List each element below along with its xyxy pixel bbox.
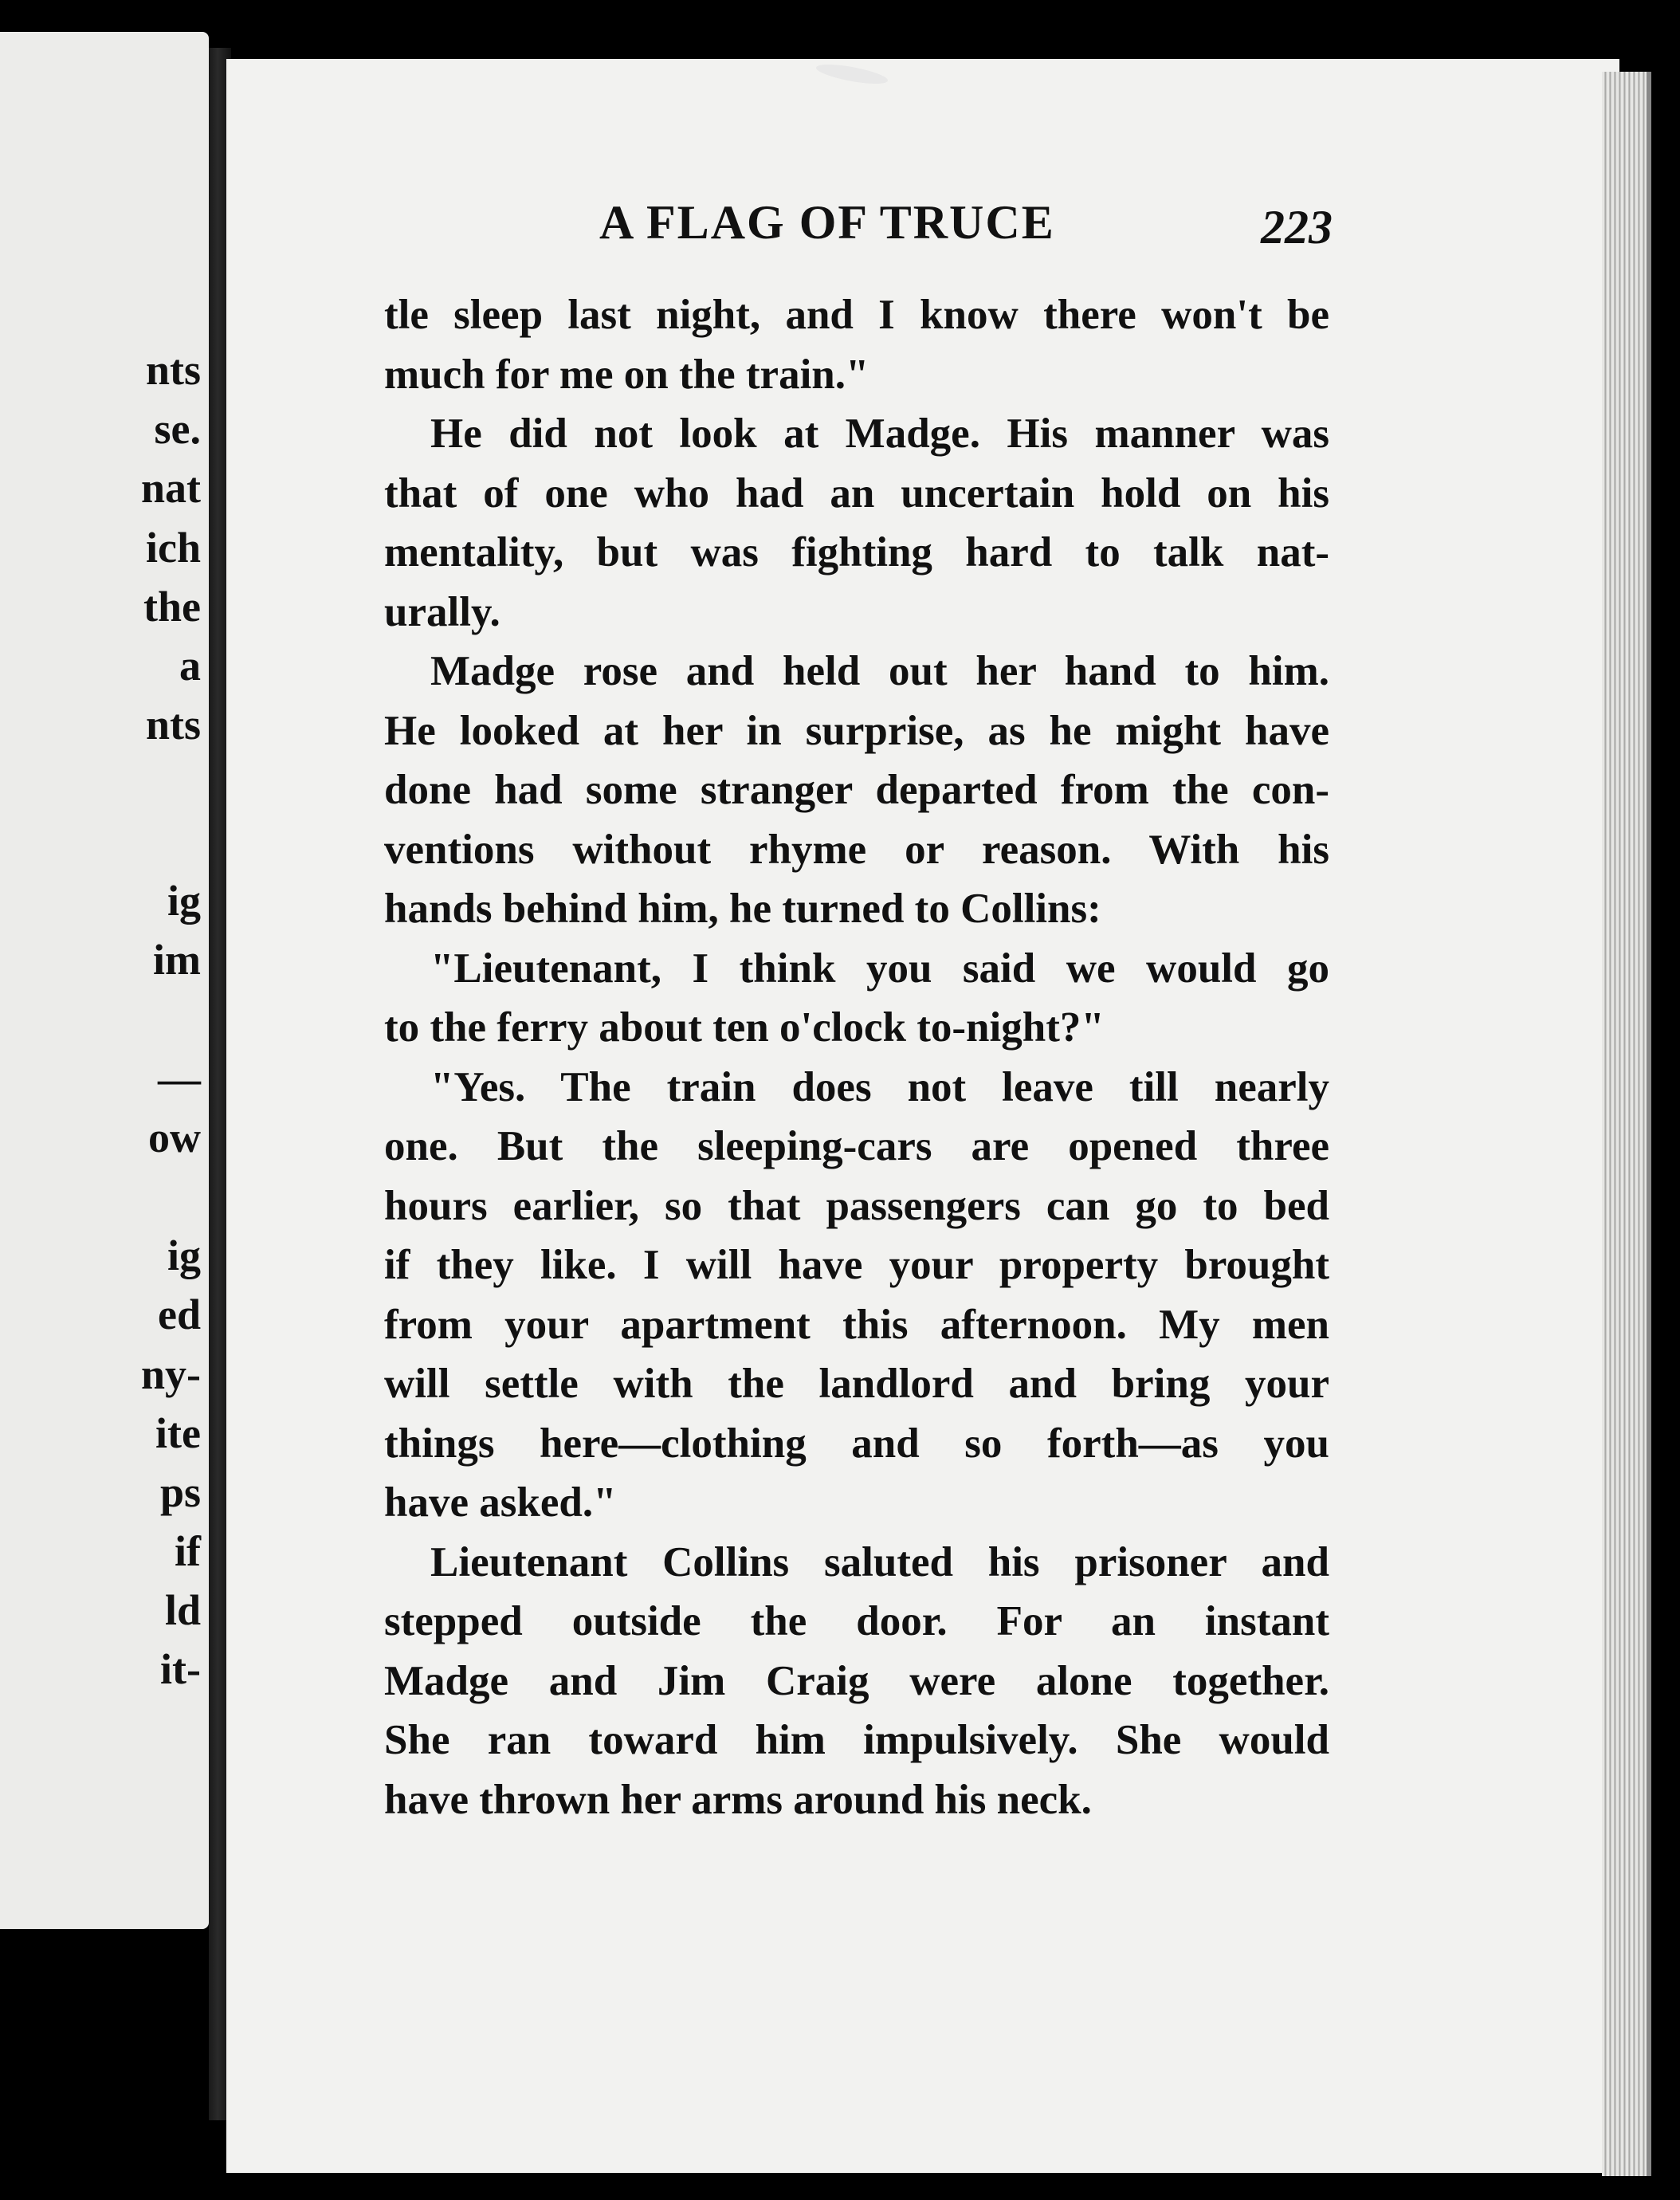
facing-page (0, 32, 209, 1929)
text-line: "Yes. The train does not leave till nearly (430, 1063, 1329, 1110)
text-line: done had some stranger departed from the con- (384, 767, 1329, 813)
text-line: have asked." (384, 1479, 617, 1526)
facing-page-fragment: ny- (140, 1350, 201, 1398)
page-edge-stack (1602, 72, 1651, 2176)
facing-page-fragment: — (158, 1055, 201, 1102)
body-text (384, 285, 1329, 1829)
facing-page-fragment: ow (148, 1114, 201, 1161)
text-line: to the ferry about ten o'clock to-night?" (384, 1004, 1105, 1051)
text-line: mentality, but was fighting hard to talk nat- (384, 529, 1329, 576)
text-line: He looked at her in surprise, as he might have (384, 707, 1329, 754)
page-number: 223 (1261, 201, 1333, 253)
facing-page-fragment: se. (154, 405, 201, 453)
text-line: Madge rose and held out her hand to him. (430, 648, 1329, 694)
paragraph (384, 642, 1329, 939)
facing-page-fragment: ich (145, 524, 201, 572)
facing-page-fragment: if (175, 1527, 201, 1575)
text-line: ventions without rhyme or reason. With his (384, 826, 1329, 873)
text-line: that of one who had an uncertain hold on his (384, 469, 1329, 517)
paragraph (384, 404, 1329, 642)
paragraph (384, 285, 1329, 404)
facing-page-fragment: ed (158, 1291, 201, 1338)
text-line: things here—clothing and so forth—as you (384, 1420, 1329, 1467)
text-line: stepped outside the door. For an instant (384, 1598, 1329, 1644)
facing-page-fragment: a (179, 642, 201, 689)
facing-page-fragment: ps (159, 1468, 201, 1516)
text-line: hands behind him, he turned to Collins: (384, 886, 1101, 932)
facing-page-fragment: nat (140, 464, 201, 512)
text-line: Madge and Jim Craig were alone together. (384, 1657, 1329, 1704)
facing-page-fragment: ig (167, 877, 201, 925)
text-line: Lieutenant Collins saluted his prisoner and (430, 1538, 1329, 1585)
running-head (599, 195, 1333, 251)
facing-page-fragment: im (153, 936, 201, 984)
facing-page-fragment: nts (145, 346, 201, 394)
facing-page-fragment: ite (155, 1409, 201, 1457)
text-line: one. But the sleeping-cars are opened three (384, 1123, 1329, 1169)
text-line: will settle with the landlord and bring your (384, 1361, 1329, 1407)
text-line: from your apartment this afternoon. My men (384, 1301, 1329, 1348)
paragraph (384, 1533, 1329, 1830)
text-line: "Lieutenant, I think you said we would go (430, 945, 1329, 992)
facing-page-fragment: the (143, 583, 201, 631)
text-line: hours earlier, so that passengers can go to bed (384, 1182, 1329, 1229)
text-line: tle sleep last night, and I know there won't be (384, 292, 1329, 338)
paragraph (384, 1058, 1329, 1533)
facing-page-fragment: nts (145, 701, 201, 748)
chapter-title: A FLAG OF TRUCE (599, 196, 1055, 249)
text-line: She ran toward him impulsively. She would (384, 1717, 1329, 1763)
text-line: if they like. I will have your property brought (384, 1242, 1329, 1288)
text-line: He did not look at Madge. His manner was (430, 411, 1329, 457)
facing-page-fragment: it- (160, 1645, 201, 1693)
facing-page-fragment: ld (164, 1586, 201, 1634)
text-line: urally. (384, 588, 500, 635)
scan-mark (816, 61, 888, 88)
paragraph (384, 939, 1329, 1058)
text-line: much for me on the train." (384, 351, 869, 398)
text-line: have thrown her arms around his neck. (384, 1776, 1092, 1823)
facing-page-fragment: ig (167, 1232, 201, 1279)
